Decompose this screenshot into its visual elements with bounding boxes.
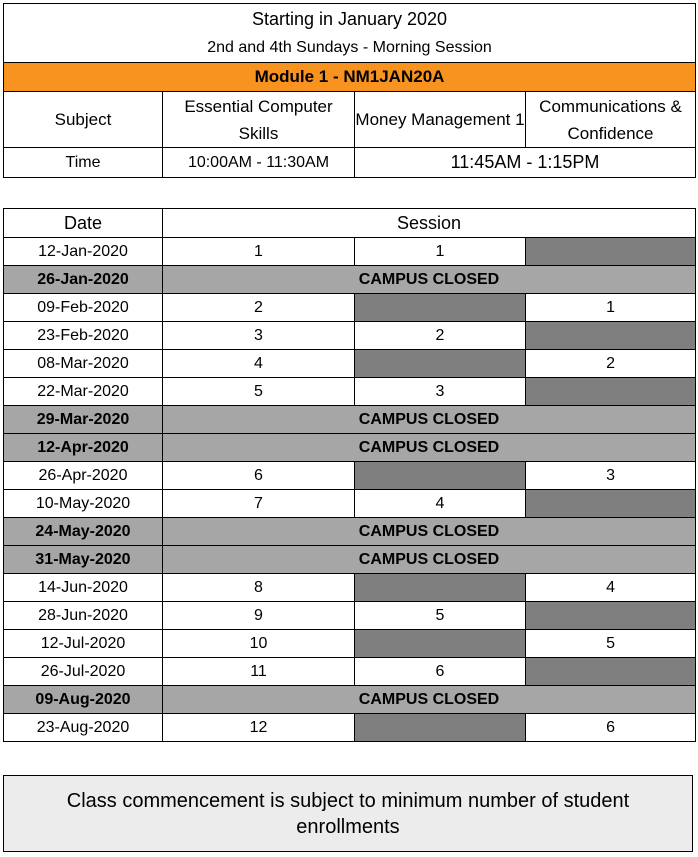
date-cell: 08-Mar-2020 (4, 350, 163, 378)
no-session-cell (355, 574, 526, 602)
time-slot-1: 10:00AM - 11:30AM (163, 148, 355, 178)
campus-closed-cell: CAMPUS CLOSED (163, 546, 696, 574)
session-row (4, 714, 696, 742)
date-cell: 24-May-2020 (4, 518, 163, 546)
date-cell: 23-Aug-2020 (4, 714, 163, 742)
course-header-table (3, 3, 696, 178)
closed-row (4, 546, 696, 574)
session-number-cell-1: 10 (163, 630, 355, 658)
session-number-cell-1: 5 (163, 378, 355, 406)
no-session-cell (355, 294, 526, 322)
campus-closed-cell: CAMPUS CLOSED (163, 266, 696, 294)
date-cell: 31-May-2020 (4, 546, 163, 574)
schedule-table (3, 208, 696, 742)
no-session-cell (526, 490, 696, 518)
subject-money-management: Money Management 1 (355, 92, 526, 148)
no-session-cell (526, 238, 696, 266)
session-row (4, 574, 696, 602)
session-number-cell-3: 4 (526, 574, 696, 602)
session-number-cell-2: 6 (355, 658, 526, 686)
session-number-cell-2: 2 (355, 322, 526, 350)
date-cell: 23-Feb-2020 (4, 322, 163, 350)
session-number-cell-2: 5 (355, 602, 526, 630)
module-banner: Module 1 - NM1JAN20A (4, 63, 696, 92)
session-row (4, 462, 696, 490)
course-title: Starting in January 2020 (4, 4, 696, 35)
session-row (4, 350, 696, 378)
session-row (4, 378, 696, 406)
date-cell: 12-Jan-2020 (4, 238, 163, 266)
date-cell: 26-Jul-2020 (4, 658, 163, 686)
date-cell: 12-Jul-2020 (4, 630, 163, 658)
session-number-cell-1: 8 (163, 574, 355, 602)
campus-closed-cell: CAMPUS CLOSED (163, 518, 696, 546)
session-number-cell-1: 12 (163, 714, 355, 742)
session-number-cell-1: 4 (163, 350, 355, 378)
closed-row (4, 266, 696, 294)
session-row (4, 630, 696, 658)
no-session-cell (526, 378, 696, 406)
date-cell: 28-Jun-2020 (4, 602, 163, 630)
campus-closed-cell: CAMPUS CLOSED (163, 406, 696, 434)
course-subtitle: 2nd and 4th Sundays - Morning Session (4, 34, 696, 63)
session-row (4, 238, 696, 266)
subject-label: Subject (4, 92, 163, 148)
session-number-cell-3: 2 (526, 350, 696, 378)
date-cell: 09-Aug-2020 (4, 686, 163, 714)
closed-row (4, 406, 696, 434)
date-cell: 29-Mar-2020 (4, 406, 163, 434)
date-cell: 22-Mar-2020 (4, 378, 163, 406)
campus-closed-cell: CAMPUS CLOSED (163, 686, 696, 714)
date-cell: 14-Jun-2020 (4, 574, 163, 602)
session-number-cell-1: 11 (163, 658, 355, 686)
session-column-header: Session (163, 209, 696, 238)
session-row (4, 602, 696, 630)
subject-communications-confidence: Communications & Confidence (526, 92, 696, 148)
session-number-cell-1: 7 (163, 490, 355, 518)
time-label: Time (4, 148, 163, 178)
date-cell: 12-Apr-2020 (4, 434, 163, 462)
no-session-cell (526, 658, 696, 686)
date-cell: 10-May-2020 (4, 490, 163, 518)
closed-row (4, 434, 696, 462)
no-session-cell (355, 630, 526, 658)
no-session-cell (355, 462, 526, 490)
closed-row (4, 518, 696, 546)
session-number-cell-1: 6 (163, 462, 355, 490)
no-session-cell (526, 602, 696, 630)
session-row (4, 294, 696, 322)
session-number-cell-3: 1 (526, 294, 696, 322)
time-slot-2: 11:45AM - 1:15PM (355, 148, 696, 178)
date-cell: 09-Feb-2020 (4, 294, 163, 322)
no-session-cell (355, 350, 526, 378)
subject-essential-computer-skills: Essential Computer Skills (163, 92, 355, 148)
session-number-cell-1: 9 (163, 602, 355, 630)
session-number-cell-3: 6 (526, 714, 696, 742)
date-cell: 26-Apr-2020 (4, 462, 163, 490)
session-row (4, 322, 696, 350)
closed-row (4, 686, 696, 714)
session-row (4, 490, 696, 518)
session-number-cell-2: 4 (355, 490, 526, 518)
session-row (4, 658, 696, 686)
date-column-header: Date (4, 209, 163, 238)
session-number-cell-1: 3 (163, 322, 355, 350)
enrollment-note: Class commencement is subject to minimum number of student enrollments (3, 775, 693, 852)
campus-closed-cell: CAMPUS CLOSED (163, 434, 696, 462)
session-number-cell-3: 3 (526, 462, 696, 490)
session-number-cell-1: 1 (163, 238, 355, 266)
session-number-cell-1: 2 (163, 294, 355, 322)
no-session-cell (355, 714, 526, 742)
session-number-cell-2: 1 (355, 238, 526, 266)
session-number-cell-2: 3 (355, 378, 526, 406)
no-session-cell (526, 322, 696, 350)
session-number-cell-3: 5 (526, 630, 696, 658)
date-cell: 26-Jan-2020 (4, 266, 163, 294)
